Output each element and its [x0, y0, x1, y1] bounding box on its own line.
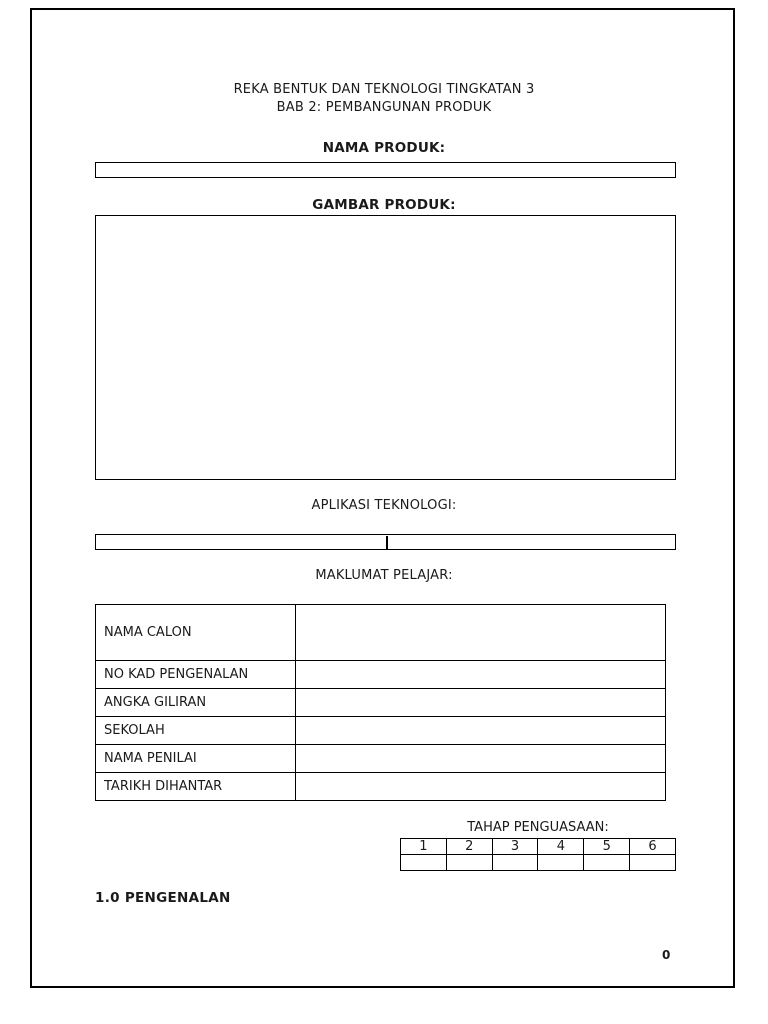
tahap-table	[400, 838, 676, 871]
tahap-level-cell: 1	[401, 839, 447, 855]
student-table	[95, 604, 666, 801]
nama-produk-heading: NAMA PRODUK:	[322, 140, 446, 156]
row-label: NAMA CALON	[96, 605, 296, 661]
row-label: SEKOLAH	[96, 717, 296, 745]
table-row	[96, 689, 666, 717]
row-value-field[interactable]	[296, 689, 666, 717]
row-value-field[interactable]	[296, 773, 666, 801]
tahap-level-cell: 6	[630, 839, 676, 855]
row-value-field[interactable]	[296, 605, 666, 661]
row-label: ANGKA GILIRAN	[96, 689, 296, 717]
tahap-level-cell: 2	[446, 839, 492, 855]
gambar-produk-heading: GAMBAR PRODUK:	[312, 197, 456, 213]
table-row	[96, 605, 666, 661]
tahap-score-cell[interactable]	[401, 855, 447, 871]
table-row	[96, 661, 666, 689]
doc-title-line1: REKA BENTUK DAN TEKNOLOGI TINGKATAN 3	[233, 82, 535, 97]
row-label: TARIKH DIHANTAR	[96, 773, 296, 801]
tahap-heading: TAHAP PENGUASAAN:	[467, 820, 609, 835]
tahap-level-cell: 4	[538, 839, 584, 855]
section-heading: 1.0 PENGENALAN	[95, 890, 231, 906]
maklumat-heading: MAKLUMAT PELAJAR:	[315, 568, 453, 583]
tahap-score-cell[interactable]	[584, 855, 630, 871]
text-cursor	[386, 536, 388, 549]
tahap-score-cell[interactable]	[446, 855, 492, 871]
doc-title-line2: BAB 2: PEMBANGUNAN PRODUK	[276, 100, 492, 115]
table-row	[96, 745, 666, 773]
tahap-level-row	[401, 839, 676, 855]
tahap-level-cell: 3	[492, 839, 538, 855]
tahap-level-cell: 5	[584, 839, 630, 855]
nama-produk-field[interactable]	[95, 162, 676, 178]
tahap-score-cell[interactable]	[538, 855, 584, 871]
gambar-produk-box[interactable]	[95, 215, 676, 480]
tahap-score-cell[interactable]	[492, 855, 538, 871]
table-row	[96, 773, 666, 801]
row-label: NO KAD PENGENALAN	[96, 661, 296, 689]
tahap-score-cell[interactable]	[630, 855, 676, 871]
page-number: 0	[662, 948, 671, 962]
table-row	[96, 717, 666, 745]
row-value-field[interactable]	[296, 745, 666, 773]
aplikasi-field[interactable]	[95, 534, 676, 550]
row-value-field[interactable]	[296, 717, 666, 745]
row-value-field[interactable]	[296, 661, 666, 689]
tahap-score-row	[401, 855, 676, 871]
aplikasi-heading: APLIKASI TEKNOLOGI:	[311, 498, 457, 513]
row-label: NAMA PENILAI	[96, 745, 296, 773]
